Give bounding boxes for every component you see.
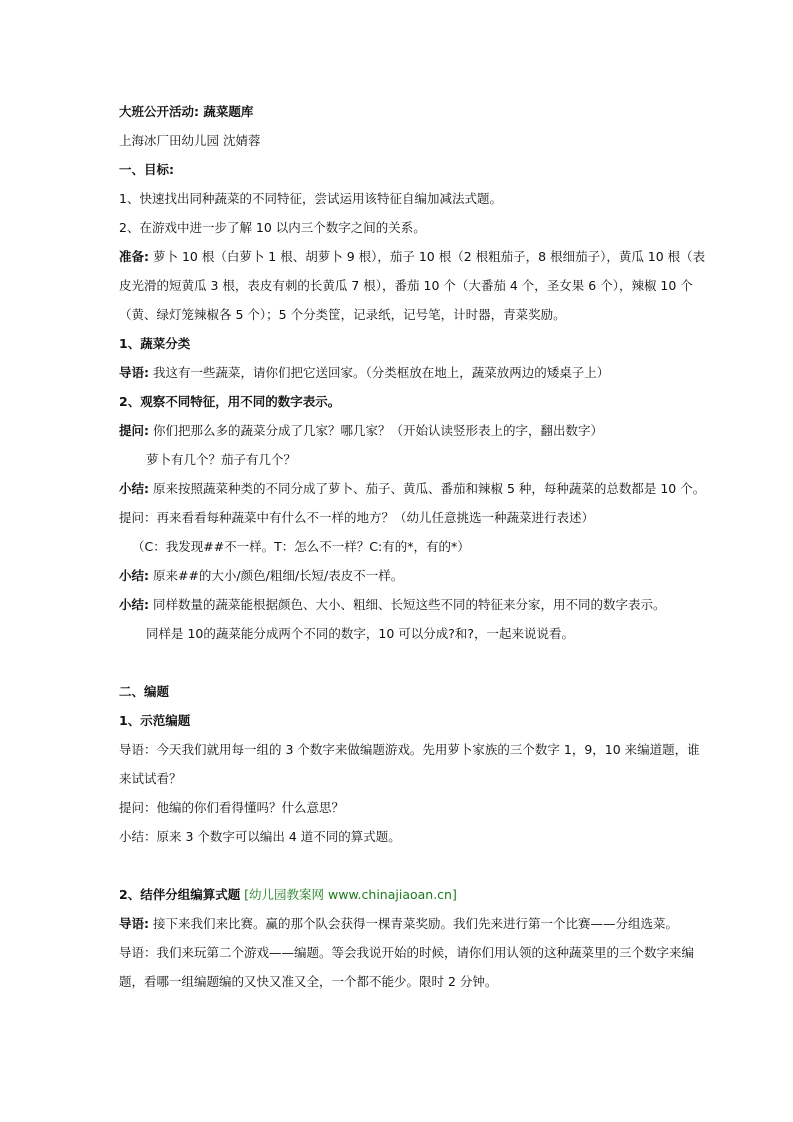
summary-2	[119, 568, 403, 584]
heading-veg-sort: 1、蔬菜分类	[119, 336, 191, 351]
summary-label: 小结:	[119, 597, 149, 612]
dialogue-line: （C：我发现##不一样。T：怎么不一样？C:有的*，有的*）	[132, 539, 470, 554]
summary-text-2: 原来##的大小/颜色/粗细/长短/表皮不一样。	[149, 568, 404, 583]
prep-line-1	[119, 249, 705, 265]
intro-2b: 来试试看？	[119, 771, 182, 786]
question-1	[119, 423, 603, 439]
intro-4a: 导语：我们来玩第二个游戏——编题。等会我说开始的时候，请你们用认领的这种蔬菜里的三个数字来编	[119, 945, 695, 960]
site-link[interactable]: [幼儿园教案网 www.chinajiaoan.cn]	[240, 887, 457, 902]
section-compose-heading: 二、编题	[119, 684, 170, 699]
intro-2a: 导语：今天我们就用每一组的 3 个数字来做编题游戏。先用萝卜家族的三个数字 1，9，10 来编道题，谁	[119, 742, 700, 757]
intro-1	[119, 365, 609, 381]
question-1b: 萝卜有几个？茄子有几个？	[146, 452, 297, 467]
doc-title: 大班公开活动: 蔬菜题库	[119, 104, 254, 119]
intro-text-3: 接下来我们来比赛。赢的那个队会获得一棵青菜奖励。我们先来进行第一个比赛——分组选菜。	[149, 916, 678, 931]
goal-2: 2、在游戏中进一步了解 10 以内三个数字之间的关系。	[119, 220, 426, 235]
intro-text-1: 我这有一些蔬菜，请你们把它送回家。（分类框放在地上，蔬菜放两边的矮桌子上）	[149, 365, 610, 380]
summary-label: 小结:	[119, 568, 149, 583]
intro-label: 导语:	[119, 365, 149, 380]
question-label: 提问:	[119, 423, 149, 438]
heading-group	[119, 887, 457, 903]
summary-3b: 同样是 10的蔬菜能分成两个不同的数字，10 可以分成?和?，一起来说说看。	[146, 626, 575, 641]
intro-4b: 题，看哪一组编题编的又快又准又全，一个都不能少。限时 2 分钟。	[119, 974, 498, 989]
prep-line-3: （黄、绿灯笼辣椒各 5 个）；5 个分类筐，记录纸，记号笔，计时器，青菜奖励。	[119, 307, 566, 322]
heading-group-text: 2、结伴分组编算式题	[119, 887, 241, 902]
prep-label: 准备:	[119, 249, 149, 264]
doc-author: 上海冰厂田幼儿园 沈婧蓉	[119, 133, 261, 148]
prep-line-2: 皮光滑的短黄瓜 3 根，表皮有刺的长黄瓜 7 根），番茄 10 个（大番茄 4 个，圣女果 6 个），辣椒 10 个	[119, 278, 693, 293]
question-2: 提问：再来看看每种蔬菜中有什么不一样的地方？（幼儿任意挑选一种蔬菜进行表述）	[119, 510, 595, 525]
section-goals-heading: 一、目标:	[119, 162, 174, 177]
summary-3	[119, 597, 665, 613]
summary-text-1: 原来按照蔬菜种类的不同分成了萝卜、茄子、黄瓜、番茄和辣椒 5 种，每种蔬菜的总数都是 10 个。	[149, 481, 706, 496]
intro-3	[119, 916, 678, 932]
summary-4: 小结：原来 3 个数字可以编出 4 道不同的算式题。	[119, 829, 401, 844]
question-text-1: 你们把那么多的蔬菜分成了几家？哪几家？（开始认读竖形表上的字，翻出数字）	[149, 423, 603, 438]
heading-demo: 1、示范编题	[119, 713, 191, 728]
intro-label: 导语:	[119, 916, 149, 931]
heading-observe: 2、观察不同特征，用不同的数字表示。	[119, 394, 341, 409]
goal-1: 1、快速找出同种蔬菜的不同特征，尝试运用该特征自编加减法式题。	[119, 191, 502, 206]
summary-text-3: 同样数量的蔬菜能根据颜色、大小、粗细、长短这些不同的特征来分家，用不同的数字表示。	[149, 597, 666, 612]
summary-label: 小结:	[119, 481, 149, 496]
question-3: 提问：他编的你们看得懂吗？什么意思？	[119, 800, 345, 815]
prep-text-1: 萝卜 10 根（白萝卜 1 根、胡萝卜 9 根），茄子 10 根（2 根粗茄子，8 根细茄子），黄瓜 10 根（表	[149, 249, 706, 264]
summary-1	[119, 481, 705, 497]
